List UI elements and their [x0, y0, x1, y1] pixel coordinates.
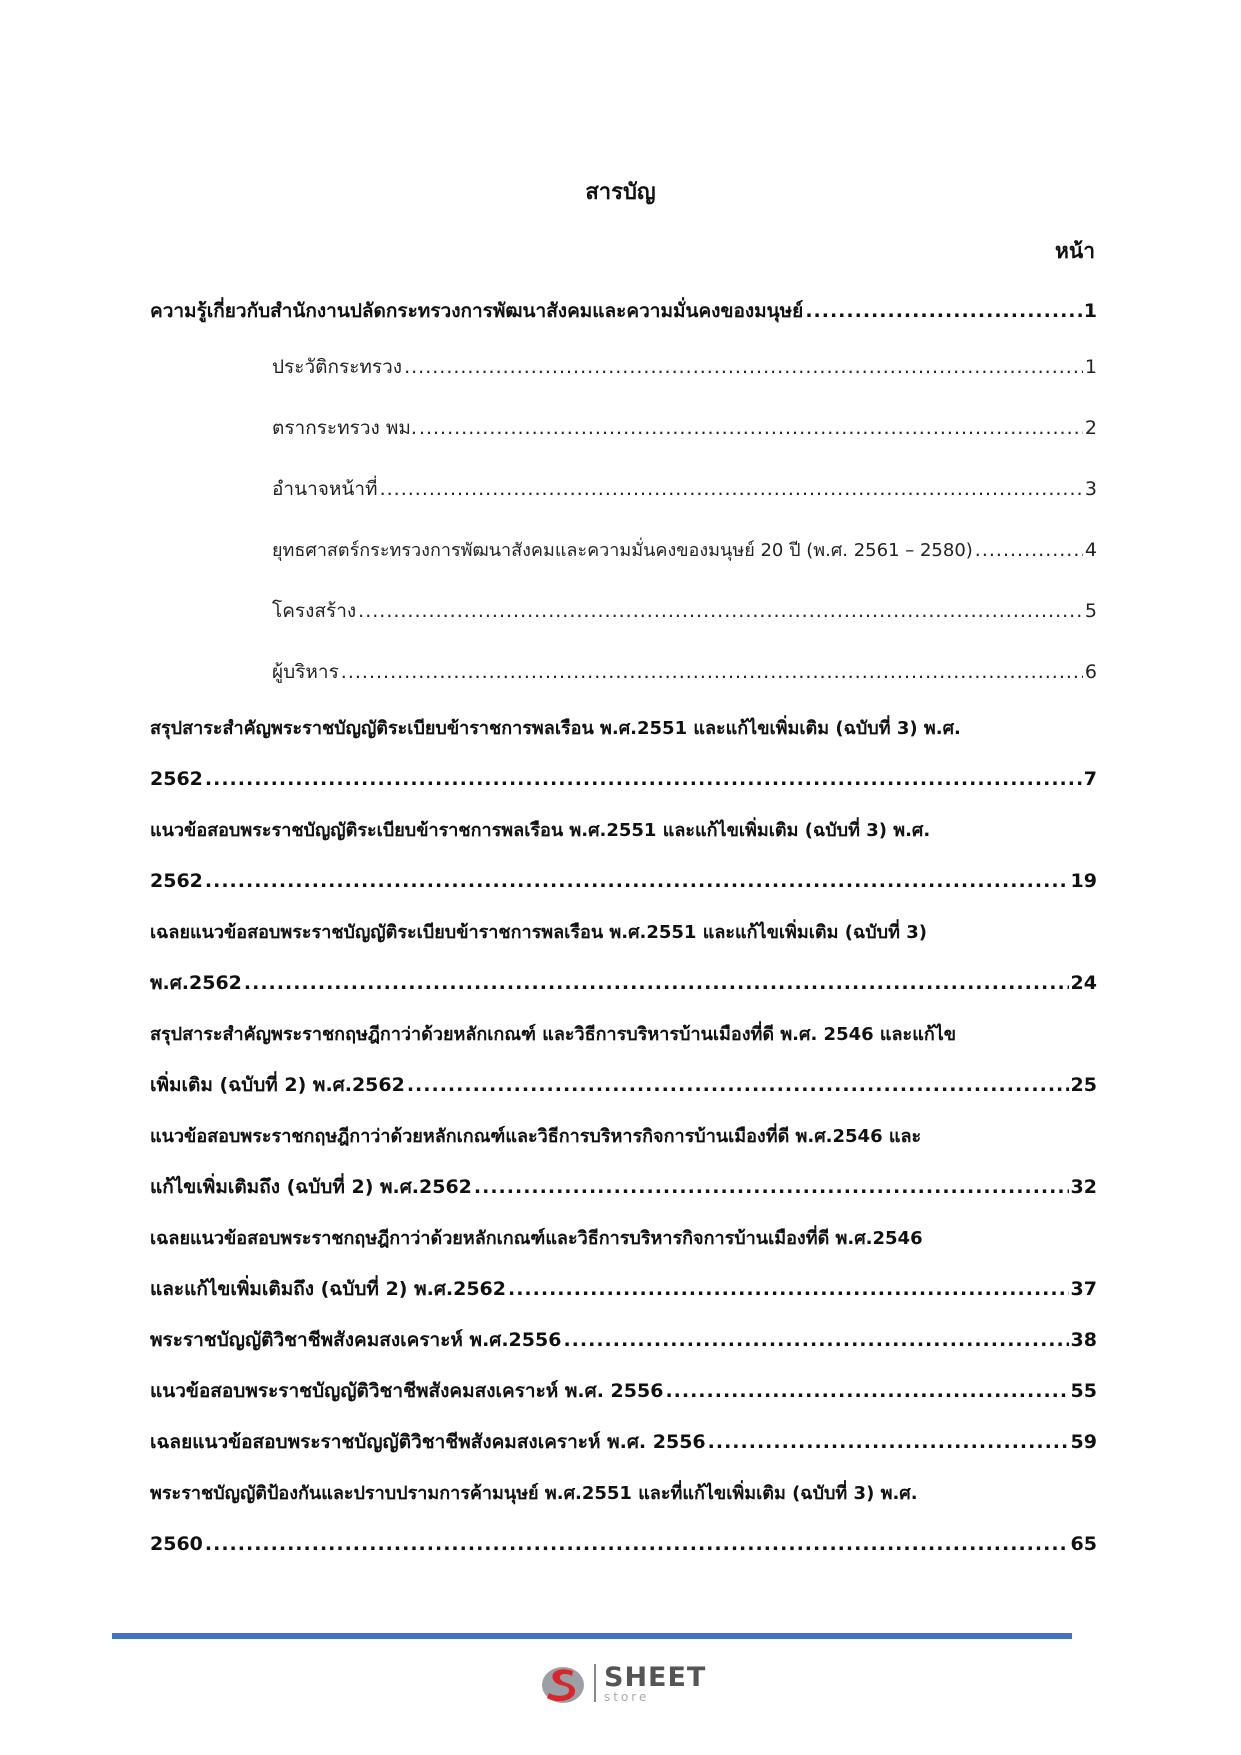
toc-entry[interactable] — [150, 1009, 1097, 1111]
toc-page-number: 32 — [1070, 1176, 1097, 1198]
toc-entry-title-line1: เฉลยแนวข้อสอบพระราชบัญญัติระเบียบข้าราชการพลเรือน พ.ศ.2551 และแก้ไขเพิ่มเติม (ฉบับที่ 3) — [150, 922, 927, 943]
dot-leader — [508, 1264, 1069, 1315]
toc-subentry[interactable] — [150, 459, 1097, 520]
toc-entry-title-line1: แนวข้อสอบพระราชบัญญัติระเบียบข้าราชการพลเรือน พ.ศ.2551 และแก้ไขเพิ่มเติม (ฉบับที่ 3) พ.ศ. — [150, 820, 931, 841]
toc-entry-title: ผู้บริหาร — [272, 661, 339, 683]
toc-page-number: 25 — [1070, 1074, 1097, 1096]
toc-entry-title: พระราชบัญญัติวิชาชีพสังคมสงเคราะห์ พ.ศ.2556 — [150, 1329, 562, 1351]
dot-leader — [244, 958, 1069, 1009]
dot-leader — [563, 1315, 1068, 1366]
toc-subentry[interactable] — [150, 337, 1097, 398]
logo-wordmark: SHEET — [604, 1661, 707, 1693]
toc-entry[interactable] — [150, 1213, 1097, 1315]
toc-page-number: 1 — [1084, 356, 1097, 378]
dot-leader — [419, 398, 1083, 459]
toc-page-number: 5 — [1084, 600, 1097, 622]
toc-entry[interactable] — [150, 1417, 1097, 1468]
toc-entry-title-line1: สรุปสาระสำคัญพระราชบัญญัติระเบียบข้าราชการพลเรือน พ.ศ.2551 และแก้ไขเพิ่มเติม (ฉบับที่ 3) พ.ศ. — [150, 718, 961, 739]
page-column-header: หน้า — [1055, 239, 1095, 263]
toc-entry[interactable] — [150, 1315, 1097, 1366]
toc-page-number: 19 — [1070, 870, 1097, 892]
toc-entry[interactable] — [150, 703, 1097, 805]
dot-leader — [205, 754, 1082, 805]
sheet-store-logo — [540, 1660, 706, 1706]
toc-entry-title-line2: แก้ไขเพิ่มเติมถึง (ฉบับที่ 2) พ.ศ.2562 — [150, 1176, 472, 1198]
toc-entry-title: โครงสร้าง — [272, 600, 357, 622]
toc-entry[interactable] — [150, 1468, 1097, 1570]
dot-leader — [341, 642, 1083, 703]
dot-leader — [407, 1060, 1069, 1111]
dot-leader — [205, 1519, 1069, 1570]
toc-entry-title-line2: 2560 — [150, 1533, 203, 1555]
toc-entry-title: ประวัติกระทรวง — [272, 356, 403, 378]
toc-entry-title: ตรากระทรวง พม. — [272, 417, 417, 439]
toc-entry-title-line1: พระราชบัญญัติป้องกันและปราบปรามการค้ามนุษย์ พ.ศ.2551 และที่แก้ไขเพิ่มเติม (ฉบับที่ 3) พ.ศ. — [150, 1483, 918, 1504]
logo-text — [604, 1661, 707, 1704]
toc-subentry[interactable] — [150, 398, 1097, 459]
dot-leader — [205, 856, 1069, 907]
toc-subentry[interactable] — [150, 642, 1097, 703]
toc-entry[interactable] — [150, 805, 1097, 907]
toc-entry-title-line1: สรุปสาระสำคัญพระราชกฤษฎีกาว่าด้วยหลักเกณฑ์ และวิธีการบริหารบ้านเมืองที่ดี พ.ศ. 2546 และแก้ไข — [150, 1024, 957, 1045]
logo-subtext: store — [604, 1689, 650, 1704]
dot-leader — [975, 520, 1083, 581]
toc-subentry[interactable] — [150, 581, 1097, 642]
toc-entry-title-line1: เฉลยแนวข้อสอบพระราชกฤษฎีกาว่าด้วยหลักเกณฑ์และวิธีการบริหารกิจการบ้านเมืองที่ดี พ.ศ.2546 — [150, 1228, 923, 1249]
toc-page-number: 65 — [1070, 1533, 1097, 1555]
toc-page-number: 2 — [1084, 417, 1097, 439]
dot-leader — [474, 1162, 1069, 1213]
sheet-store-s-logo-icon — [540, 1660, 586, 1706]
dot-leader — [380, 459, 1083, 520]
toc-entry-title-line2: พ.ศ.2562 — [150, 972, 242, 994]
logo-separator — [594, 1664, 596, 1702]
toc-page-number: 59 — [1070, 1431, 1097, 1453]
dot-leader — [805, 286, 1081, 337]
toc-subentry[interactable] — [150, 520, 1097, 581]
toc-page-number: 55 — [1070, 1380, 1097, 1402]
toc-entry[interactable] — [150, 1366, 1097, 1417]
toc-page-number: 3 — [1084, 478, 1097, 500]
toc-entry-title: เฉลยแนวข้อสอบพระราชบัญญัติวิชาชีพสังคมสงเคราะห์ พ.ศ. 2556 — [150, 1431, 706, 1453]
toc-page-number: 37 — [1070, 1278, 1097, 1300]
page-title: สารบัญ — [585, 180, 656, 205]
dot-leader — [404, 337, 1083, 398]
toc-entry-title: อำนาจหน้าที่ — [272, 478, 378, 500]
toc-entry-title-line2: 2562 — [150, 870, 203, 892]
toc-page-number: 6 — [1084, 661, 1097, 683]
toc-page-number: 4 — [1084, 539, 1097, 561]
toc-page-number: 24 — [1070, 972, 1097, 994]
toc-page-number: 1 — [1083, 300, 1097, 322]
toc-entry-title: ความรู้เกี่ยวกับสำนักงานปลัดกระทรวงการพัฒนาสังคมและความมั่นคงของมนุษย์ — [150, 300, 804, 322]
toc-page-number: 38 — [1070, 1329, 1097, 1351]
dot-leader — [708, 1417, 1069, 1468]
toc-entry[interactable] — [150, 286, 1097, 337]
toc-entry-title-line2: และแก้ไขเพิ่มเติมถึง (ฉบับที่ 2) พ.ศ.2562 — [150, 1278, 506, 1300]
table-of-contents — [150, 286, 1097, 1570]
dot-leader — [665, 1366, 1068, 1417]
toc-page-number: 7 — [1083, 768, 1097, 790]
toc-entry-title: ยุทธศาสตร์กระทรวงการพัฒนาสังคมและความมั่นคงของมนุษย์ 20 ปี (พ.ศ. 2561 – 2580) — [272, 540, 973, 561]
toc-entry-title-line2: เพิ่มเติม (ฉบับที่ 2) พ.ศ.2562 — [150, 1074, 405, 1096]
footer-divider — [112, 1633, 1072, 1639]
toc-entry[interactable] — [150, 1111, 1097, 1213]
toc-entry-title-line2: 2562 — [150, 768, 203, 790]
dot-leader — [358, 581, 1083, 642]
toc-entry-title-line1: แนวข้อสอบพระราชกฤษฎีกาว่าด้วยหลักเกณฑ์และวิธีการบริหารกิจการบ้านเมืองที่ดี พ.ศ.2546 และ — [150, 1126, 922, 1147]
toc-entry-title: แนวข้อสอบพระราชบัญญัติวิชาชีพสังคมสงเคราะห์ พ.ศ. 2556 — [150, 1380, 664, 1402]
toc-entry[interactable] — [150, 907, 1097, 1009]
